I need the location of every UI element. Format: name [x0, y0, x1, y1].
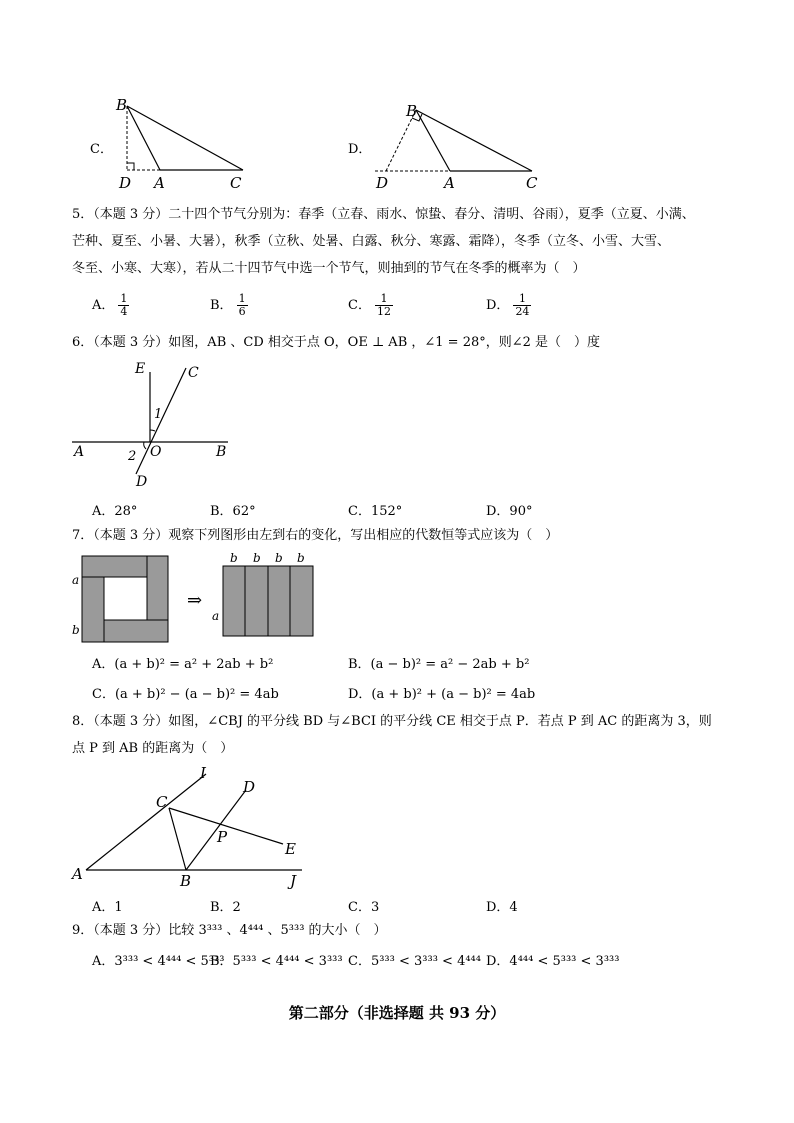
point-e-label: E [135, 361, 146, 377]
triangle-figure-c [110, 94, 260, 194]
q9-option-a[interactable]: A．3³³³ < 4⁴⁴⁴ < 5³³³ [92, 954, 225, 969]
point-d-label: D [243, 778, 256, 796]
point-o-label: O [150, 444, 162, 460]
q6-option-d[interactable]: D．90° [486, 504, 533, 519]
q9-option-c[interactable]: C．5³³³ < 3³³³ < 4⁴⁴⁴ [348, 954, 481, 969]
q8-option-d[interactable]: D．4 [486, 900, 518, 915]
q5-option-b[interactable]: B． $\frac{1}{6}$ [210, 292, 246, 318]
intersecting-lines-figure [66, 356, 241, 496]
square-rearrangement-figure [66, 550, 326, 645]
question-8 [72, 708, 732, 762]
angle-bisector-figure [66, 760, 316, 892]
point-j-label: J [290, 872, 297, 890]
question-7-stem: 7．（本题 3 分）观察下列图形由左到右的变化，写出相应的代数恒等式应该为（ ） [72, 528, 559, 543]
question-9-stem: 9．（本题 3 分）比较 3³³³ 、4⁴⁴⁴ 、5³³³ 的大小（ ） [72, 923, 387, 938]
point-b-label: B [216, 444, 227, 460]
section-heading: 第二部分（非选择题 共 93 分） [288, 1004, 506, 1022]
question-5-line-3: 冬至、小寒、大寒），若从二十四节气中选一个节气，则抽到的节气在冬季的概率为（ ） [72, 261, 586, 276]
point-b-label: B [116, 96, 128, 114]
angle-2-label: 2 [128, 449, 137, 464]
question-5 [72, 201, 732, 282]
point-a-label: A [72, 865, 83, 883]
point-c-label: C [230, 174, 242, 192]
side-a-label: a [212, 609, 220, 623]
q7-option-b[interactable]: B．(a − b)² = a² − 2ab + b² [348, 657, 530, 672]
angle-1-label: 1 [154, 407, 163, 422]
point-a-label: A [74, 444, 85, 460]
point-c-label: C [156, 793, 168, 811]
q7-option-a[interactable]: A．(a + b)² = a² + 2ab + b² [92, 657, 274, 672]
point-a-label: A [154, 174, 165, 192]
point-p-label: P [217, 828, 228, 846]
question-5-line-2: 芒种、夏至、小暑、大暑），秋季（立秋、处暑、白露、秋分、寒露、霜降），冬季（立冬、小雪、大雪、 [72, 234, 671, 249]
question-8-line-2: 点 P 到 AB 的距离为（ ） [72, 741, 234, 756]
side-b-label: b [72, 623, 80, 637]
point-d-label: D [136, 474, 148, 490]
point-b-label: B [180, 872, 192, 890]
q6-option-b[interactable]: B．62° [210, 504, 256, 519]
option-d-label: D． [348, 142, 372, 157]
question-8-line-1: 8．（本题 3 分）如图，∠CBJ 的平分线 BD 与∠BCI 的平分线 CE 相交于点 P．若点 P 到 AC 的距离为 3，则 [72, 714, 712, 729]
option-c-label: C． [90, 142, 113, 157]
side-a-label: a [72, 573, 80, 587]
point-c-label: C [526, 174, 538, 192]
arrow-icon: ⇒ [187, 590, 203, 611]
point-b-label: B [406, 102, 418, 120]
q5-option-c[interactable]: C． $\frac{1}{12}$ [348, 292, 391, 318]
q5-option-a[interactable]: A． $\frac{1}{4}$ [92, 292, 128, 318]
question-5-line-1: 5．（本题 3 分）二十四个节气分别为：春季（立春、雨水、惊蛰、春分、清明、谷雨），夏季（立夏、小满、 [72, 207, 695, 222]
point-e-label: E [285, 840, 296, 858]
strip-b-label: b [297, 551, 305, 565]
triangle-figure-d [370, 94, 550, 194]
q8-option-b[interactable]: B．2 [210, 900, 241, 915]
q8-option-c[interactable]: C．3 [348, 900, 380, 915]
point-i-label: I [200, 764, 206, 782]
point-d-label: D [119, 174, 132, 192]
q6-option-a[interactable]: A．28° [92, 504, 138, 519]
question-6-stem: 6．（本题 3 分）如图，AB 、CD 相交于点 O，OE ⊥ AB ，∠1 = 28°，则∠2 是（ ）度 [72, 335, 601, 350]
q9-option-b[interactable]: B．5³³³ < 4⁴⁴⁴ < 3³³³ [210, 954, 343, 969]
q9-option-d[interactable]: D．4⁴⁴⁴ < 5³³³ < 3³³³ [486, 954, 620, 969]
point-c-label: C [188, 365, 199, 381]
strip-b-label: b [230, 551, 238, 565]
q7-option-c[interactable]: C．(a + b)² − (a − b)² = 4ab [92, 687, 279, 702]
point-d-label: D [376, 174, 389, 192]
strip-b-label: b [253, 551, 261, 565]
q8-option-a[interactable]: A．1 [92, 900, 123, 915]
strip-b-label: b [275, 551, 283, 565]
point-a-label: A [444, 174, 455, 192]
q5-option-d[interactable]: D． $\frac{1}{24}$ [486, 292, 530, 318]
q7-option-d[interactable]: D．(a + b)² + (a − b)² = 4ab [348, 687, 536, 702]
q6-option-c[interactable]: C．152° [348, 504, 403, 519]
